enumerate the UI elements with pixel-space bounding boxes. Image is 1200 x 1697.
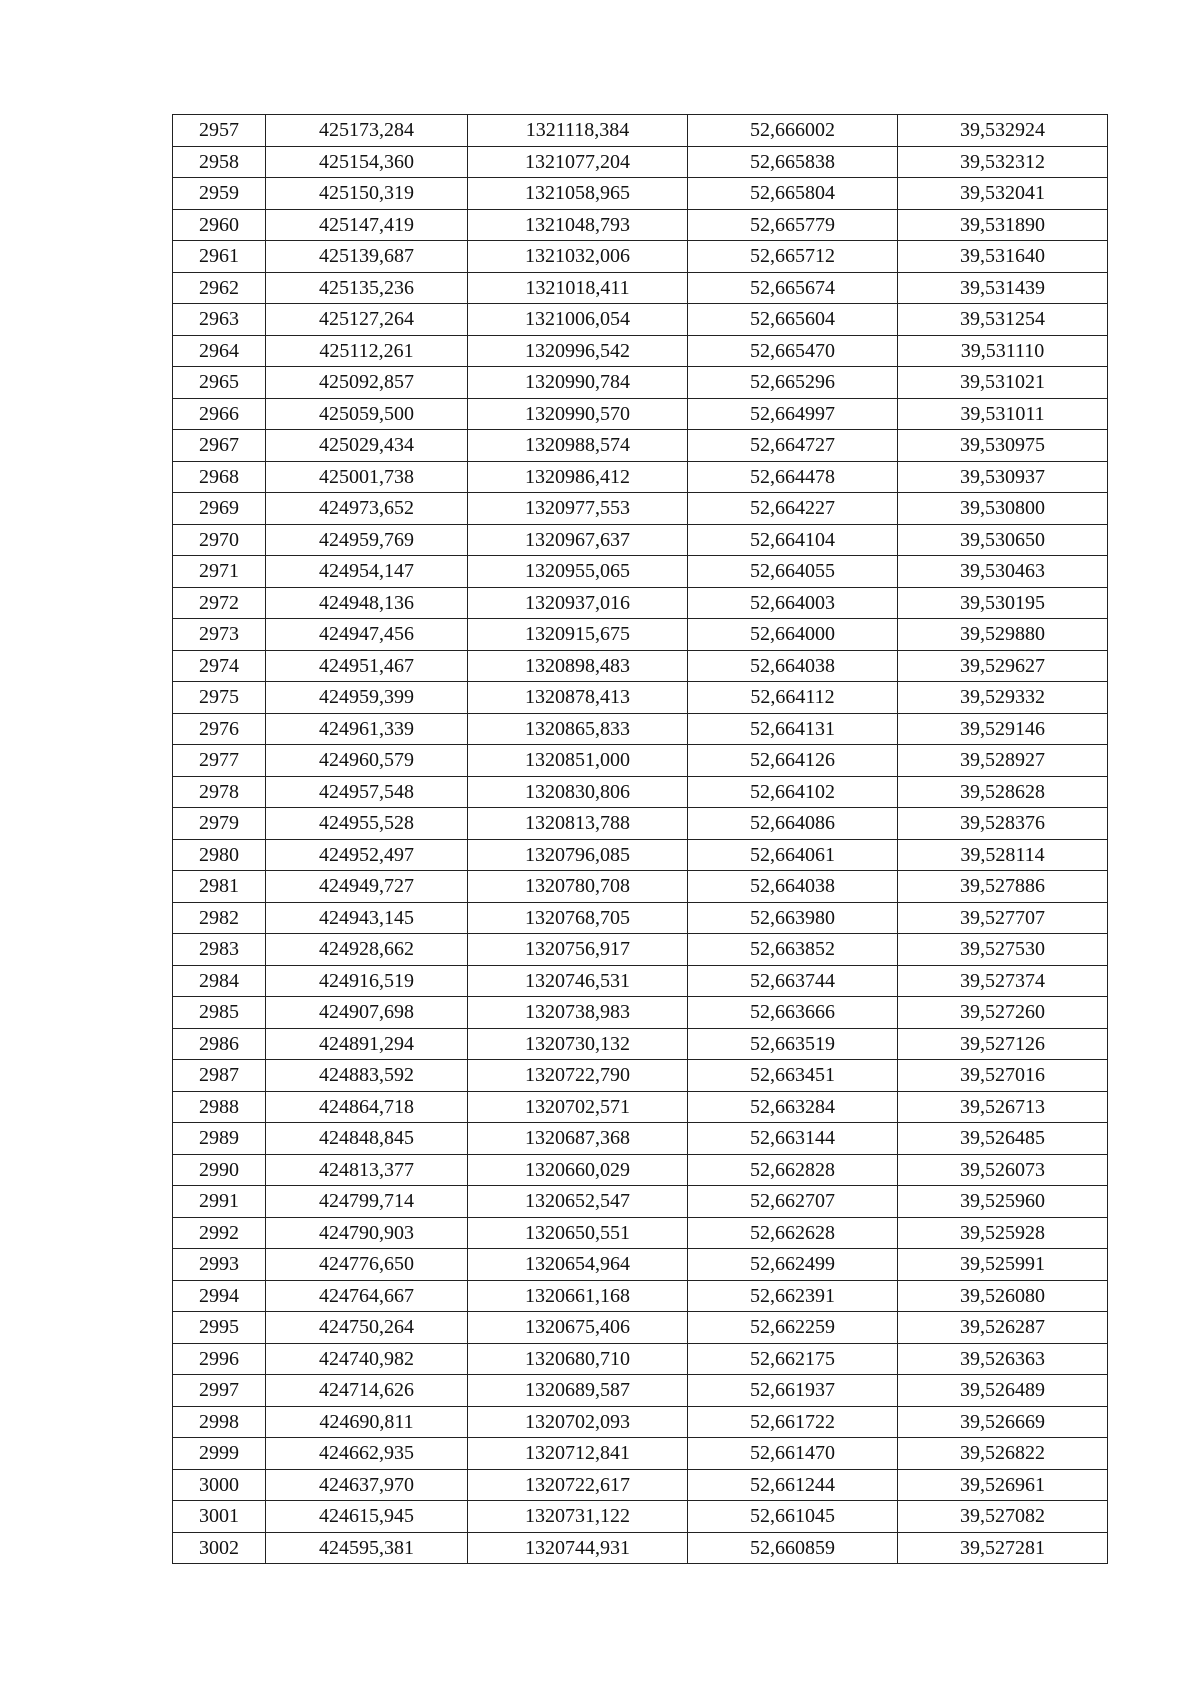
latitude-cell: 52,664112 xyxy=(688,682,898,714)
table-row xyxy=(173,209,1108,241)
latitude-cell: 52,663744 xyxy=(688,965,898,997)
point-number-cell: 2957 xyxy=(173,115,266,147)
point-number-cell: 2969 xyxy=(173,493,266,525)
x-coordinate-cell: 425150,319 xyxy=(266,178,468,210)
latitude-cell: 52,661722 xyxy=(688,1406,898,1438)
table-row xyxy=(173,461,1108,493)
table-row xyxy=(173,1469,1108,1501)
latitude-cell: 52,664126 xyxy=(688,745,898,777)
y-coordinate-cell: 1320986,412 xyxy=(468,461,688,493)
table-row xyxy=(173,272,1108,304)
x-coordinate-cell: 424959,399 xyxy=(266,682,468,714)
longitude-cell: 39,530937 xyxy=(898,461,1108,493)
table-row xyxy=(173,493,1108,525)
longitude-cell: 39,527886 xyxy=(898,871,1108,903)
longitude-cell: 39,527126 xyxy=(898,1028,1108,1060)
point-number-cell: 2985 xyxy=(173,997,266,1029)
latitude-cell: 52,661045 xyxy=(688,1501,898,1533)
point-number-cell: 2998 xyxy=(173,1406,266,1438)
point-number-cell: 2971 xyxy=(173,556,266,588)
table-row xyxy=(173,902,1108,934)
table-row xyxy=(173,839,1108,871)
y-coordinate-cell: 1321058,965 xyxy=(468,178,688,210)
latitude-cell: 52,660859 xyxy=(688,1532,898,1564)
longitude-cell: 39,531011 xyxy=(898,398,1108,430)
point-number-cell: 2959 xyxy=(173,178,266,210)
x-coordinate-cell: 424961,339 xyxy=(266,713,468,745)
latitude-cell: 52,665838 xyxy=(688,146,898,178)
point-number-cell: 3001 xyxy=(173,1501,266,1533)
latitude-cell: 52,662628 xyxy=(688,1217,898,1249)
x-coordinate-cell: 424750,264 xyxy=(266,1312,468,1344)
point-number-cell: 2975 xyxy=(173,682,266,714)
latitude-cell: 52,665779 xyxy=(688,209,898,241)
table-row xyxy=(173,871,1108,903)
point-number-cell: 2995 xyxy=(173,1312,266,1344)
point-number-cell: 2984 xyxy=(173,965,266,997)
x-coordinate-cell: 424637,970 xyxy=(266,1469,468,1501)
y-coordinate-cell: 1320955,065 xyxy=(468,556,688,588)
x-coordinate-cell: 424740,982 xyxy=(266,1343,468,1375)
longitude-cell: 39,526073 xyxy=(898,1154,1108,1186)
latitude-cell: 52,665296 xyxy=(688,367,898,399)
table-row xyxy=(173,367,1108,399)
longitude-cell: 39,531439 xyxy=(898,272,1108,304)
longitude-cell: 39,527016 xyxy=(898,1060,1108,1092)
point-number-cell: 2967 xyxy=(173,430,266,462)
y-coordinate-cell: 1321018,411 xyxy=(468,272,688,304)
latitude-cell: 52,665804 xyxy=(688,178,898,210)
y-coordinate-cell: 1320650,551 xyxy=(468,1217,688,1249)
y-coordinate-cell: 1320990,570 xyxy=(468,398,688,430)
point-number-cell: 2988 xyxy=(173,1091,266,1123)
y-coordinate-cell: 1321032,006 xyxy=(468,241,688,273)
x-coordinate-cell: 424951,467 xyxy=(266,650,468,682)
longitude-cell: 39,531110 xyxy=(898,335,1108,367)
x-coordinate-cell: 425154,360 xyxy=(266,146,468,178)
table-row xyxy=(173,1375,1108,1407)
y-coordinate-cell: 1320652,547 xyxy=(468,1186,688,1218)
x-coordinate-cell: 424848,845 xyxy=(266,1123,468,1155)
x-coordinate-cell: 424764,667 xyxy=(266,1280,468,1312)
x-coordinate-cell: 425135,236 xyxy=(266,272,468,304)
y-coordinate-cell: 1321048,793 xyxy=(468,209,688,241)
y-coordinate-cell: 1320661,168 xyxy=(468,1280,688,1312)
table-row xyxy=(173,1249,1108,1281)
latitude-cell: 52,666002 xyxy=(688,115,898,147)
y-coordinate-cell: 1320851,000 xyxy=(468,745,688,777)
longitude-cell: 39,527374 xyxy=(898,965,1108,997)
x-coordinate-cell: 424883,592 xyxy=(266,1060,468,1092)
latitude-cell: 52,663666 xyxy=(688,997,898,1029)
longitude-cell: 39,526287 xyxy=(898,1312,1108,1344)
longitude-cell: 39,530975 xyxy=(898,430,1108,462)
longitude-cell: 39,526713 xyxy=(898,1091,1108,1123)
y-coordinate-cell: 1321077,204 xyxy=(468,146,688,178)
y-coordinate-cell: 1320731,122 xyxy=(468,1501,688,1533)
point-number-cell: 3000 xyxy=(173,1469,266,1501)
table-row xyxy=(173,304,1108,336)
point-number-cell: 2968 xyxy=(173,461,266,493)
table-row xyxy=(173,1154,1108,1186)
x-coordinate-cell: 425029,434 xyxy=(266,430,468,462)
longitude-cell: 39,530800 xyxy=(898,493,1108,525)
longitude-cell: 39,530650 xyxy=(898,524,1108,556)
x-coordinate-cell: 424790,903 xyxy=(266,1217,468,1249)
point-number-cell: 2986 xyxy=(173,1028,266,1060)
x-coordinate-cell: 425059,500 xyxy=(266,398,468,430)
y-coordinate-cell: 1320915,675 xyxy=(468,619,688,651)
latitude-cell: 52,664003 xyxy=(688,587,898,619)
point-number-cell: 3002 xyxy=(173,1532,266,1564)
table-row xyxy=(173,650,1108,682)
table-row xyxy=(173,241,1108,273)
longitude-cell: 39,526485 xyxy=(898,1123,1108,1155)
latitude-cell: 52,664055 xyxy=(688,556,898,588)
x-coordinate-cell: 424954,147 xyxy=(266,556,468,588)
table-row xyxy=(173,115,1108,147)
point-number-cell: 2994 xyxy=(173,1280,266,1312)
longitude-cell: 39,532041 xyxy=(898,178,1108,210)
table-row xyxy=(173,745,1108,777)
y-coordinate-cell: 1320712,841 xyxy=(468,1438,688,1470)
point-number-cell: 2960 xyxy=(173,209,266,241)
point-number-cell: 2965 xyxy=(173,367,266,399)
longitude-cell: 39,528927 xyxy=(898,745,1108,777)
x-coordinate-cell: 424595,381 xyxy=(266,1532,468,1564)
y-coordinate-cell: 1320675,406 xyxy=(468,1312,688,1344)
longitude-cell: 39,529146 xyxy=(898,713,1108,745)
table-row xyxy=(173,587,1108,619)
latitude-cell: 52,664038 xyxy=(688,871,898,903)
x-coordinate-cell: 424916,519 xyxy=(266,965,468,997)
longitude-cell: 39,531254 xyxy=(898,304,1108,336)
latitude-cell: 52,661937 xyxy=(688,1375,898,1407)
table-row xyxy=(173,335,1108,367)
longitude-cell: 39,528628 xyxy=(898,776,1108,808)
point-number-cell: 2961 xyxy=(173,241,266,273)
latitude-cell: 52,664104 xyxy=(688,524,898,556)
point-number-cell: 2990 xyxy=(173,1154,266,1186)
y-coordinate-cell: 1320654,964 xyxy=(468,1249,688,1281)
x-coordinate-cell: 425092,857 xyxy=(266,367,468,399)
longitude-cell: 39,529880 xyxy=(898,619,1108,651)
x-coordinate-cell: 425173,284 xyxy=(266,115,468,147)
longitude-cell: 39,532312 xyxy=(898,146,1108,178)
y-coordinate-cell: 1320780,708 xyxy=(468,871,688,903)
latitude-cell: 52,663284 xyxy=(688,1091,898,1123)
x-coordinate-cell: 424947,456 xyxy=(266,619,468,651)
latitude-cell: 52,662259 xyxy=(688,1312,898,1344)
table-row xyxy=(173,146,1108,178)
x-coordinate-cell: 424690,811 xyxy=(266,1406,468,1438)
point-number-cell: 2976 xyxy=(173,713,266,745)
latitude-cell: 52,664102 xyxy=(688,776,898,808)
table-row xyxy=(173,1091,1108,1123)
x-coordinate-cell: 424943,145 xyxy=(266,902,468,934)
table-row xyxy=(173,965,1108,997)
table-row xyxy=(173,1501,1108,1533)
latitude-cell: 52,661244 xyxy=(688,1469,898,1501)
point-number-cell: 2977 xyxy=(173,745,266,777)
table-row xyxy=(173,808,1108,840)
x-coordinate-cell: 424973,652 xyxy=(266,493,468,525)
x-coordinate-cell: 425001,738 xyxy=(266,461,468,493)
longitude-cell: 39,526669 xyxy=(898,1406,1108,1438)
latitude-cell: 52,664061 xyxy=(688,839,898,871)
y-coordinate-cell: 1320813,788 xyxy=(468,808,688,840)
longitude-cell: 39,530463 xyxy=(898,556,1108,588)
point-number-cell: 2974 xyxy=(173,650,266,682)
point-number-cell: 2978 xyxy=(173,776,266,808)
latitude-cell: 52,664086 xyxy=(688,808,898,840)
longitude-cell: 39,531640 xyxy=(898,241,1108,273)
latitude-cell: 52,665674 xyxy=(688,272,898,304)
table-row xyxy=(173,556,1108,588)
y-coordinate-cell: 1320660,029 xyxy=(468,1154,688,1186)
point-number-cell: 2973 xyxy=(173,619,266,651)
table-row xyxy=(173,398,1108,430)
x-coordinate-cell: 424662,935 xyxy=(266,1438,468,1470)
point-number-cell: 2981 xyxy=(173,871,266,903)
point-number-cell: 2979 xyxy=(173,808,266,840)
y-coordinate-cell: 1320898,483 xyxy=(468,650,688,682)
x-coordinate-cell: 424799,714 xyxy=(266,1186,468,1218)
x-coordinate-cell: 424955,528 xyxy=(266,808,468,840)
y-coordinate-cell: 1321006,054 xyxy=(468,304,688,336)
y-coordinate-cell: 1320738,983 xyxy=(468,997,688,1029)
latitude-cell: 52,664997 xyxy=(688,398,898,430)
point-number-cell: 2996 xyxy=(173,1343,266,1375)
longitude-cell: 39,525928 xyxy=(898,1217,1108,1249)
y-coordinate-cell: 1321118,384 xyxy=(468,115,688,147)
latitude-cell: 52,662175 xyxy=(688,1343,898,1375)
longitude-cell: 39,527530 xyxy=(898,934,1108,966)
table-row xyxy=(173,1532,1108,1564)
longitude-cell: 39,528376 xyxy=(898,808,1108,840)
longitude-cell: 39,530195 xyxy=(898,587,1108,619)
longitude-cell: 39,532924 xyxy=(898,115,1108,147)
latitude-cell: 52,664727 xyxy=(688,430,898,462)
y-coordinate-cell: 1320865,833 xyxy=(468,713,688,745)
latitude-cell: 52,665604 xyxy=(688,304,898,336)
y-coordinate-cell: 1320967,637 xyxy=(468,524,688,556)
longitude-cell: 39,525991 xyxy=(898,1249,1108,1281)
table-row xyxy=(173,713,1108,745)
y-coordinate-cell: 1320756,917 xyxy=(468,934,688,966)
point-number-cell: 2963 xyxy=(173,304,266,336)
point-number-cell: 2964 xyxy=(173,335,266,367)
y-coordinate-cell: 1320768,705 xyxy=(468,902,688,934)
x-coordinate-cell: 424960,579 xyxy=(266,745,468,777)
latitude-cell: 52,664038 xyxy=(688,650,898,682)
table-row xyxy=(173,1060,1108,1092)
table-row xyxy=(173,1186,1108,1218)
latitude-cell: 52,665470 xyxy=(688,335,898,367)
y-coordinate-cell: 1320722,617 xyxy=(468,1469,688,1501)
point-number-cell: 2972 xyxy=(173,587,266,619)
longitude-cell: 39,527281 xyxy=(898,1532,1108,1564)
table-row xyxy=(173,1312,1108,1344)
coordinates-table xyxy=(172,114,1108,1564)
y-coordinate-cell: 1320937,016 xyxy=(468,587,688,619)
table-row xyxy=(173,1280,1108,1312)
longitude-cell: 39,526080 xyxy=(898,1280,1108,1312)
latitude-cell: 52,662391 xyxy=(688,1280,898,1312)
longitude-cell: 39,527707 xyxy=(898,902,1108,934)
latitude-cell: 52,662707 xyxy=(688,1186,898,1218)
table-row xyxy=(173,1406,1108,1438)
y-coordinate-cell: 1320796,085 xyxy=(468,839,688,871)
x-coordinate-cell: 424615,945 xyxy=(266,1501,468,1533)
longitude-cell: 39,526363 xyxy=(898,1343,1108,1375)
table-row xyxy=(173,776,1108,808)
table-row xyxy=(173,1123,1108,1155)
point-number-cell: 2992 xyxy=(173,1217,266,1249)
y-coordinate-cell: 1320878,413 xyxy=(468,682,688,714)
latitude-cell: 52,663144 xyxy=(688,1123,898,1155)
latitude-cell: 52,665712 xyxy=(688,241,898,273)
longitude-cell: 39,528114 xyxy=(898,839,1108,871)
latitude-cell: 52,664131 xyxy=(688,713,898,745)
x-coordinate-cell: 425127,264 xyxy=(266,304,468,336)
table-row xyxy=(173,1343,1108,1375)
table-row xyxy=(173,430,1108,462)
x-coordinate-cell: 424959,769 xyxy=(266,524,468,556)
latitude-cell: 52,662828 xyxy=(688,1154,898,1186)
x-coordinate-cell: 424949,727 xyxy=(266,871,468,903)
x-coordinate-cell: 424864,718 xyxy=(266,1091,468,1123)
latitude-cell: 52,663451 xyxy=(688,1060,898,1092)
latitude-cell: 52,664478 xyxy=(688,461,898,493)
longitude-cell: 39,526489 xyxy=(898,1375,1108,1407)
y-coordinate-cell: 1320702,093 xyxy=(468,1406,688,1438)
x-coordinate-cell: 424813,377 xyxy=(266,1154,468,1186)
x-coordinate-cell: 424957,548 xyxy=(266,776,468,808)
x-coordinate-cell: 424907,698 xyxy=(266,997,468,1029)
x-coordinate-cell: 424891,294 xyxy=(266,1028,468,1060)
table-row xyxy=(173,619,1108,651)
table-row xyxy=(173,524,1108,556)
point-number-cell: 2970 xyxy=(173,524,266,556)
longitude-cell: 39,525960 xyxy=(898,1186,1108,1218)
longitude-cell: 39,529627 xyxy=(898,650,1108,682)
x-coordinate-cell: 424948,136 xyxy=(266,587,468,619)
x-coordinate-cell: 424714,626 xyxy=(266,1375,468,1407)
y-coordinate-cell: 1320680,710 xyxy=(468,1343,688,1375)
latitude-cell: 52,662499 xyxy=(688,1249,898,1281)
x-coordinate-cell: 425112,261 xyxy=(266,335,468,367)
point-number-cell: 2958 xyxy=(173,146,266,178)
point-number-cell: 2989 xyxy=(173,1123,266,1155)
x-coordinate-cell: 425147,419 xyxy=(266,209,468,241)
y-coordinate-cell: 1320746,531 xyxy=(468,965,688,997)
point-number-cell: 2980 xyxy=(173,839,266,871)
longitude-cell: 39,526822 xyxy=(898,1438,1108,1470)
latitude-cell: 52,663980 xyxy=(688,902,898,934)
x-coordinate-cell: 424952,497 xyxy=(266,839,468,871)
latitude-cell: 52,664227 xyxy=(688,493,898,525)
y-coordinate-cell: 1320730,132 xyxy=(468,1028,688,1060)
table-row xyxy=(173,997,1108,1029)
table-row xyxy=(173,934,1108,966)
table-row xyxy=(173,178,1108,210)
y-coordinate-cell: 1320988,574 xyxy=(468,430,688,462)
point-number-cell: 2987 xyxy=(173,1060,266,1092)
coordinates-table-body xyxy=(173,115,1108,1564)
point-number-cell: 2983 xyxy=(173,934,266,966)
table-row xyxy=(173,682,1108,714)
latitude-cell: 52,661470 xyxy=(688,1438,898,1470)
point-number-cell: 2966 xyxy=(173,398,266,430)
y-coordinate-cell: 1320722,790 xyxy=(468,1060,688,1092)
longitude-cell: 39,531890 xyxy=(898,209,1108,241)
y-coordinate-cell: 1320996,542 xyxy=(468,335,688,367)
latitude-cell: 52,664000 xyxy=(688,619,898,651)
longitude-cell: 39,526961 xyxy=(898,1469,1108,1501)
y-coordinate-cell: 1320744,931 xyxy=(468,1532,688,1564)
longitude-cell: 39,529332 xyxy=(898,682,1108,714)
y-coordinate-cell: 1320977,553 xyxy=(468,493,688,525)
table-row xyxy=(173,1028,1108,1060)
y-coordinate-cell: 1320830,806 xyxy=(468,776,688,808)
longitude-cell: 39,527260 xyxy=(898,997,1108,1029)
y-coordinate-cell: 1320689,587 xyxy=(468,1375,688,1407)
point-number-cell: 2993 xyxy=(173,1249,266,1281)
latitude-cell: 52,663852 xyxy=(688,934,898,966)
point-number-cell: 2962 xyxy=(173,272,266,304)
x-coordinate-cell: 424928,662 xyxy=(266,934,468,966)
point-number-cell: 2999 xyxy=(173,1438,266,1470)
x-coordinate-cell: 424776,650 xyxy=(266,1249,468,1281)
table-row xyxy=(173,1438,1108,1470)
longitude-cell: 39,531021 xyxy=(898,367,1108,399)
point-number-cell: 2991 xyxy=(173,1186,266,1218)
point-number-cell: 2997 xyxy=(173,1375,266,1407)
y-coordinate-cell: 1320990,784 xyxy=(468,367,688,399)
latitude-cell: 52,663519 xyxy=(688,1028,898,1060)
table-row xyxy=(173,1217,1108,1249)
y-coordinate-cell: 1320687,368 xyxy=(468,1123,688,1155)
x-coordinate-cell: 425139,687 xyxy=(266,241,468,273)
point-number-cell: 2982 xyxy=(173,902,266,934)
longitude-cell: 39,527082 xyxy=(898,1501,1108,1533)
y-coordinate-cell: 1320702,571 xyxy=(468,1091,688,1123)
